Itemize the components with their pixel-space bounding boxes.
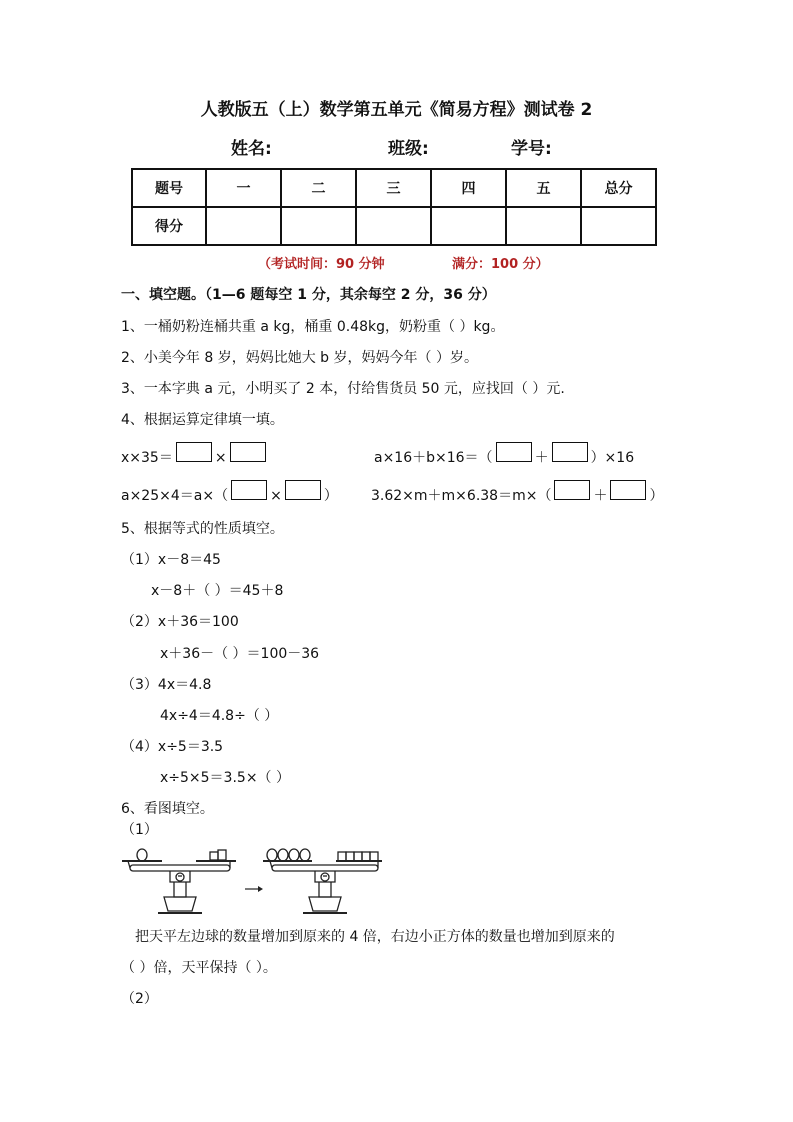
score-table-score-row [132,207,656,245]
score-table [131,168,657,246]
q4d-right: ） [649,488,664,504]
score-cell: 一 [206,169,281,207]
q6-text-line2: （ ）倍，天平保持（ ）。 [121,960,277,976]
score-input-cell[interactable] [431,207,506,245]
question-6: 6、看图填空。 [121,801,214,817]
score-cell: 四 [431,169,506,207]
q6-text-line1: 把天平左边球的数量增加到原来的 4 倍，右边小正方体的数量也增加到原来的 [135,929,615,945]
answer-box[interactable] [554,480,590,500]
class-label: 班级: [388,139,429,159]
answer-box[interactable] [176,442,212,462]
q4a-mid: × [214,450,227,466]
arrow-icon [245,886,263,892]
q4b-plus: ＋ [534,450,549,466]
q5-part2-blank: x＋36－（ ）＝100－36 [160,646,320,662]
section-heading: 一、填空题。（1—6 题每空 1 分，其余每空 2 分，36 分） [121,287,496,303]
balance-scale-after [263,849,382,913]
q5-part3-blank: 4x÷4＝4.8÷（ ） [160,708,279,724]
q5-part4-blank: x÷5×5＝3.5×（ ） [160,770,291,786]
q4c-left: a×25×4＝a×（ [121,488,229,504]
q4c-right: ） [323,488,338,504]
question-5: 5、根据等式的性质填空。 [121,521,284,537]
q5-part2-equation: （2）x＋36＝100 [121,614,239,630]
full-score: 满分：100 分） [452,257,549,272]
score-input-cell[interactable] [356,207,431,245]
score-cell: 得分 [132,207,206,245]
score-cell: 三 [356,169,431,207]
q4a-left: x×35＝ [121,450,173,466]
score-cell: 题号 [132,169,206,207]
score-input-cell[interactable] [206,207,281,245]
score-input-cell[interactable] [281,207,356,245]
answer-box[interactable] [552,442,588,462]
score-input-cell[interactable] [506,207,581,245]
q6-part2-label: （2） [121,991,158,1007]
exam-time: （考试时间：90 分钟 [258,257,385,272]
q4c-mid: × [270,488,282,504]
q4-expression-a [121,447,269,468]
score-cell: 总分 [581,169,656,207]
answer-box[interactable] [610,480,646,500]
balance-scale-before [122,849,236,913]
score-table-header-row [132,169,656,207]
question-3: 3、一本字典 a 元，小明买了 2 本，付给售货员 50 元，应找回（ ）元. [121,381,565,397]
score-input-cell[interactable] [581,207,656,245]
student-id-label: 学号: [511,139,552,159]
score-cell: 二 [281,169,356,207]
name-label: 姓名: [231,139,272,159]
q4d-plus: ＋ [593,488,608,504]
question-4: 4、根据运算定律填一填。 [121,412,284,428]
q4b-right: ）×16 [590,450,635,466]
q5-part3-equation: （3）4x＝4.8 [121,677,212,693]
answer-box[interactable] [230,442,266,462]
balance-scale-illustration [120,845,385,920]
q4-expression-b [374,447,634,468]
q5-part1-equation: （1）x－8＝45 [121,552,221,568]
question-1: 1、一桶奶粉连桶共重 a kg，桶重 0.48kg，奶粉重（ ）kg。 [121,319,505,335]
score-cell: 五 [506,169,581,207]
q4-expression-d [371,485,663,506]
q4-expression-c [121,485,338,506]
q5-part1-blank: x－8＋（ ）＝45＋8 [151,583,284,599]
answer-box[interactable] [231,480,267,500]
question-2: 2、小美今年 8 岁，妈妈比她大 b 岁，妈妈今年（ ）岁。 [121,350,478,366]
q4b-left: a×16＋b×16＝（ [374,450,493,466]
q5-part4-equation: （4）x÷5＝3.5 [121,739,224,755]
answer-box[interactable] [496,442,532,462]
page-title: 人教版五（上）数学第五单元《简易方程》测试卷 2 [200,100,593,120]
q4d-left: 3.62×m＋m×6.38＝m×（ [371,488,552,504]
answer-box[interactable] [285,480,321,500]
q6-part1-label: （1） [121,822,158,838]
